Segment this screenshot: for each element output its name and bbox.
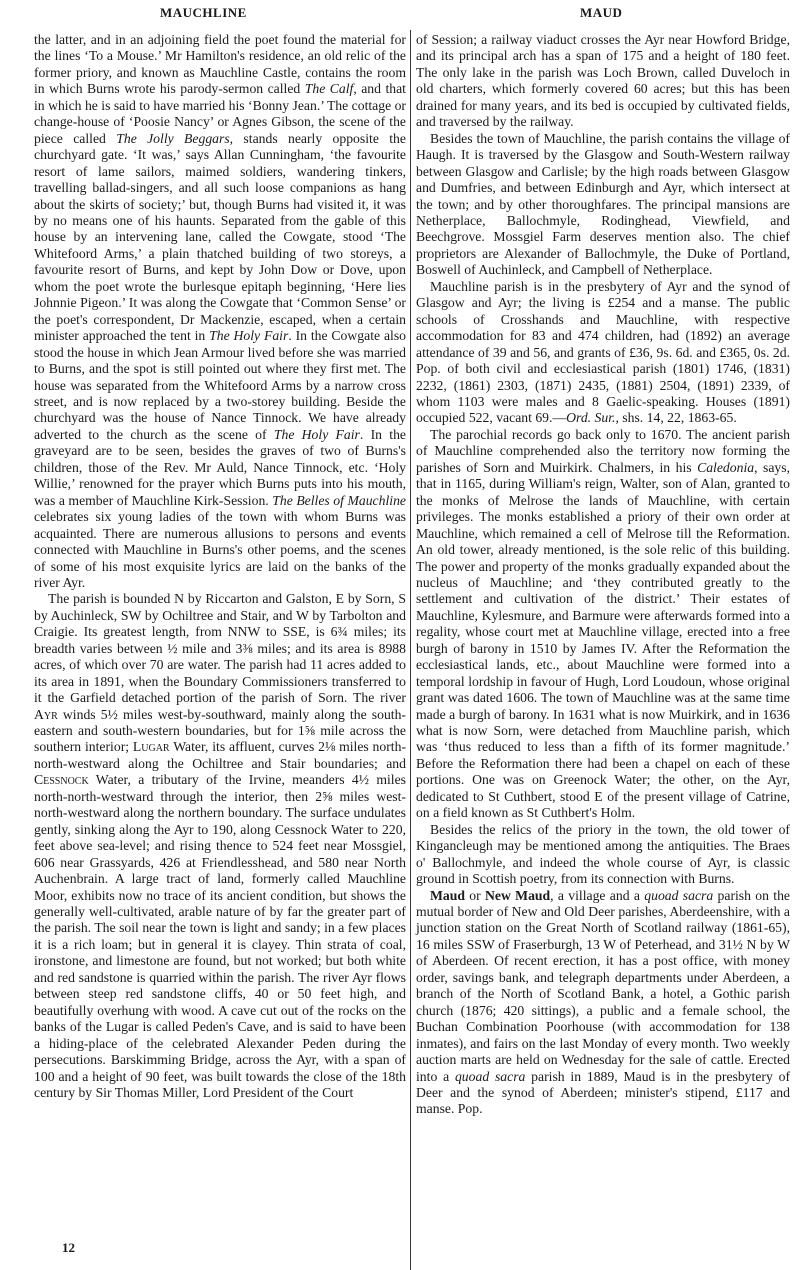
paragraph [416,131,790,279]
text-run: celebrates six young ladies of the town with whom Burns was acquainted. There are numerous allusions to persons and events connected with Mauchline in Burns's other poems, and the scenes of some of his most exquisite lyrics are laid on the banks of the river Ayr. [34,509,406,590]
small-caps-text: Cessnock [34,772,89,788]
paragraph [416,279,790,427]
small-caps-text: Lugar [132,739,170,755]
italic-text: quoad sacra [454,1068,526,1084]
italic-text: The Calf [304,81,354,97]
text-run: parish on the mutual border of New and Old Deer parishes, Aberdeenshire, with a junction station on the Great North of Scotland railway (1861-65), 16 miles SSW of Fraserburgh, 13 W of Peterhead, and 31½ N by W of Aberdeen. Of recent erection, it has a post office, with money order, savings bank, and telegraph departments under Aberdeen, a branch of the North of Scotland Bank, a hotel, a Gothic parish church (1876; 420 sittings), a public and a female school, the Buchan Combination Poorhouse (with accommodation for 138 inmates), and fairs on the last Monday of every month. Two weekly auction marts are held on Wednesday for the sale of cattle. Erected into a [416,887,790,1084]
paragraph [34,32,406,591]
bold-text: Maud [430,887,465,903]
text-run: , shs. 14, 22, 1863-65. [615,410,737,426]
text-run: Mauchline parish is in the presbytery of Ayr and the synod of Glasgow and Ayr; the living is £254 and a manse. The public schools of Crosshands and Mauchline, with respective accommodation for 83 and 474 children, had (1892) an average attendance of 39 and 56, and grants of £36, 9s. 6d. and £365, 0s. 2d. Pop. of both civil and ecclesiastical parish (1801) 1746, (1831) 2232, (1861) 2303, (1871) 2435, (1881) 2504, (1891) 2339, of whom 1103 were males and 8 Gaelic-speaking. Houses (1891) occupied 522, vacant 69.— [416,278,790,426]
paragraph [416,427,790,822]
text-run: Besides the relics of the priory in the town, the old tower of Kingancleugh may be mentioned among the antiquities. The Braes o' Ballochmyle, and indeed the whole course of Ayr, is classic ground in Scottish poetry, from its connection with Burns. [416,821,790,887]
text-run: Water, a tributary of the Irvine, meanders 4½ miles north-north-westward through the interior, then 2⅝ miles west-north-westward along the northern boundary. The surface undulates gently, sinking along the Ayr to 190, along Cessnock Water to 220, feet above sea-level; and rising thence to 524 feet near Mossgiel, 606 near Grassyards, 426 at Friendlesshead, and 580 near North Auchenbrain. A large tract of land, formerly called Mauchline Moor, exhibits now no trace of its ancient condition, but shows the generally well-cultivated, arable nature of by far the greater part of the parish. The soil near the town is light and sandy; in a few places it is a rich loam; but in general it is clayey. Thin strata of coal, ironstone, and limestone are found, but not worked; but both white and red sandstone is quarried within the parish. The river Ayr flows between steep red sandstone cliffs, 40 or 50 feet high, and beautifully overhung with wood. A cave cut out of the rocks on the banks of the Lugar is called Peden's Cave, and is said to have been a hiding-place of the celebrated Alexander Peden during the persecutions. Barskimming Bridge, across the Ayr, with a span of 100 and a height of 90 feet, was built towards the close of the 18th century by Sir Thomas Miller, Lord President of the Court [34,772,406,1100]
paragraph [416,822,790,888]
text-run: The parish is bounded N by Riccarton and Galston, E by Sorn, S by Auchinleck, SW by Ochiltree and Stair, and W by Tarbolton and Craigie. Its greatest length, from NNW to SSE, is 6¾ miles; its breadth varies between ½ mile and 3⅜ miles; and its area is 8988 acres, of which over 70 are water. The parish had 11 acres added to its area in 1891, when the Boundary Commissioners transferred to it the Garfield detached portion of the parish of Sorn. The river [34,591,406,706]
italic-text: Ord. Sur. [566,410,616,426]
text-run: The parochial records go back only to 1670. The ancient parish of Mauchline comprehended also the territory now forming the parishes of Sorn and Muirkirk. Chalmers, in his [416,426,790,475]
italic-text: The Holy Fair [209,328,289,344]
text-run: . In the graveyard are to be seen, besides the graves of two of Burns's children, those of the Rev. Mr Auld, Nance Tinnock, etc. ‘Holy Willie,’ renowned for the prayer which Burns puts into his mouth, was a member of Mauchline Kirk-Session. [34,426,406,508]
text-run: of Session; a railway viaduct crosses the Ayr near Howford Bridge, and its principal arch has a span of 175 and a height of 180 feet. The only lake in the parish was Loch Brown, called Duveloch in old charters, which formerly covered 60 acres; but this has been drained for many years, and its bed is occupied by cultivated fields, and traversed by the railway. [416,32,790,130]
text-run: winds 5½ miles west-by-southward, mainly along the south-eastern and south-western boundaries, but for 1⅝ mile across the southern interior; [34,706,406,755]
text-run: or [465,887,486,903]
page-number: 12 [62,1240,75,1255]
text-run: . In the Cowgate also stood the house in which Jean Armour lived before she was married to Burns, and the spot is still pointed out where they first met. The house was separated from the Whitefoord Arms by a narrow cross street, and is now replaced by a two-storey building. Beside the churchyard was the house of Nance Tinnock. We have already adverted to the church as the scene of [34,328,406,442]
text-run: , says, that in 1165, during William's reign, Walter, son of Alan, granted to the monks of Melrose the lands of Mauchline, with certain privileges. The monks established a priory of their own order at Mauchline, which remained a cell of Melrose till the Reformation. An old tower, already mentioned, is the sole relic of this building. The power and property of the monks gradually expanded about the nucleus of Mauchline; and ‘they contributed greatly to the settlement and cultivation of the district.’ Their estates of Mauchline, Kylesmure, and Barmure were afterwards formed into a regality, whose court met at Mauchline village, erected into a free burgh of barony in 1510 by James IV. After the Reformation the ecclesiastical lands, etc., about Mauchline were formed into a temporal lordship in favour of Hugh, Lord Loudoun, whose original grant was dated 1606. The town of Mauchline was at the same time made a burgh of barony. In 1631 what is now Muirkirk, and in 1636 what is now Sorn, were detached from Mauchline parish, which was ‘thus reduced to less than a fifth of its former magnitude.’ Before the Reformation there had been a chapel on each of these portions. One was on Greenock Water; the other, on the Ayr, dedicated to St Cuthbert, stood E of the present village of Catrine, on a field known as St Cuthbert's Holm. [416,459,790,821]
running-head-right: MAUD [580,5,623,20]
text-run: , a village and a [550,887,645,903]
text-run: , and that in which he is said to have married his ‘Bonny Jean.’ The cottage or change-house of ‘Poosie Nancy’ or Agnes Gibson, the scene of the piece called [34,81,406,146]
left-column [34,32,406,1101]
italic-text: The Jolly Beggars [116,130,230,146]
text-run: the latter, and in an adjoining field the poet found the material for the lines ‘To a Mouse.’ Mr Hamilton's residence, an old relic of the former priory, and known as Mauchline Castle, contains the room in which Burns wrote his parody-sermon called [34,32,406,97]
italic-text: The Belles of Mauchline [272,492,407,508]
paragraph [416,888,790,1118]
running-head-left: MAUCHLINE [160,5,247,20]
column-divider [410,30,411,1270]
paragraph [34,591,406,1101]
italic-text: The Holy Fair [273,426,360,442]
italic-text: quoad sacra [644,887,714,903]
text-run: parish in 1889, Maud is in the presbytery of Deer and the synod of Aberdeen; minister's stipend, £117 and manse. Pop. [416,1068,791,1117]
text-run: Besides the town of Mauchline, the parish contains the village of Haugh. It is traversed by the Glasgow and South-Western railway between Glasgow and Carlisle; by the high roads between Glasgow and Dumfries, and between Edinburgh and Ayr, which intersect at the town; and by other thoroughfares. The principal mansions are Netherplace, Ballochmyle, Rodinghead, Viewfield, and Beechgrove. Mossgiel Farm deserves mention also. The chief proprietors are Alexander of Ballochmyle, the Duke of Portland, Boswell of Auchinleck, and Campbell of Netherplace. [416,130,790,278]
right-column [416,32,790,1118]
bold-text: New Maud [485,887,551,903]
italic-text: Caledonia [697,459,755,475]
small-caps-text: Ayr [34,706,58,722]
text-run: , stands nearly opposite the churchyard gate. ‘It was,’ says Allan Cunningham, ‘the favourite resort of lame sailors, maimed soldiers, wandering tinkers, travelling ballad-singers, and all such loose companions as hang about the skirts of society;’ but, though Burns had visited it, it was by no means one of his haunts. Separated from the gable of this house by an intervening lane, called the Cowgate, stood ‘The Whitefoord Arms,’ a plain thatched building of two storeys, a favourite resort of Burns, and kept by John Dow or Dove, upon whom the poet wrote the burlesque epitaph beginning, ‘Here lies Johnnie Pigeon.’ It was along the Cowgate that ‘Common Sense’ or the poet's correspondent, Dr Mackenzie, escaped, when a certain minister approached the tent in [34,130,406,344]
text-run: Water, its affluent, curves 2⅛ miles north-north-westward along the Ochiltree and Stair boundaries; and [34,739,407,771]
paragraph [416,32,790,131]
